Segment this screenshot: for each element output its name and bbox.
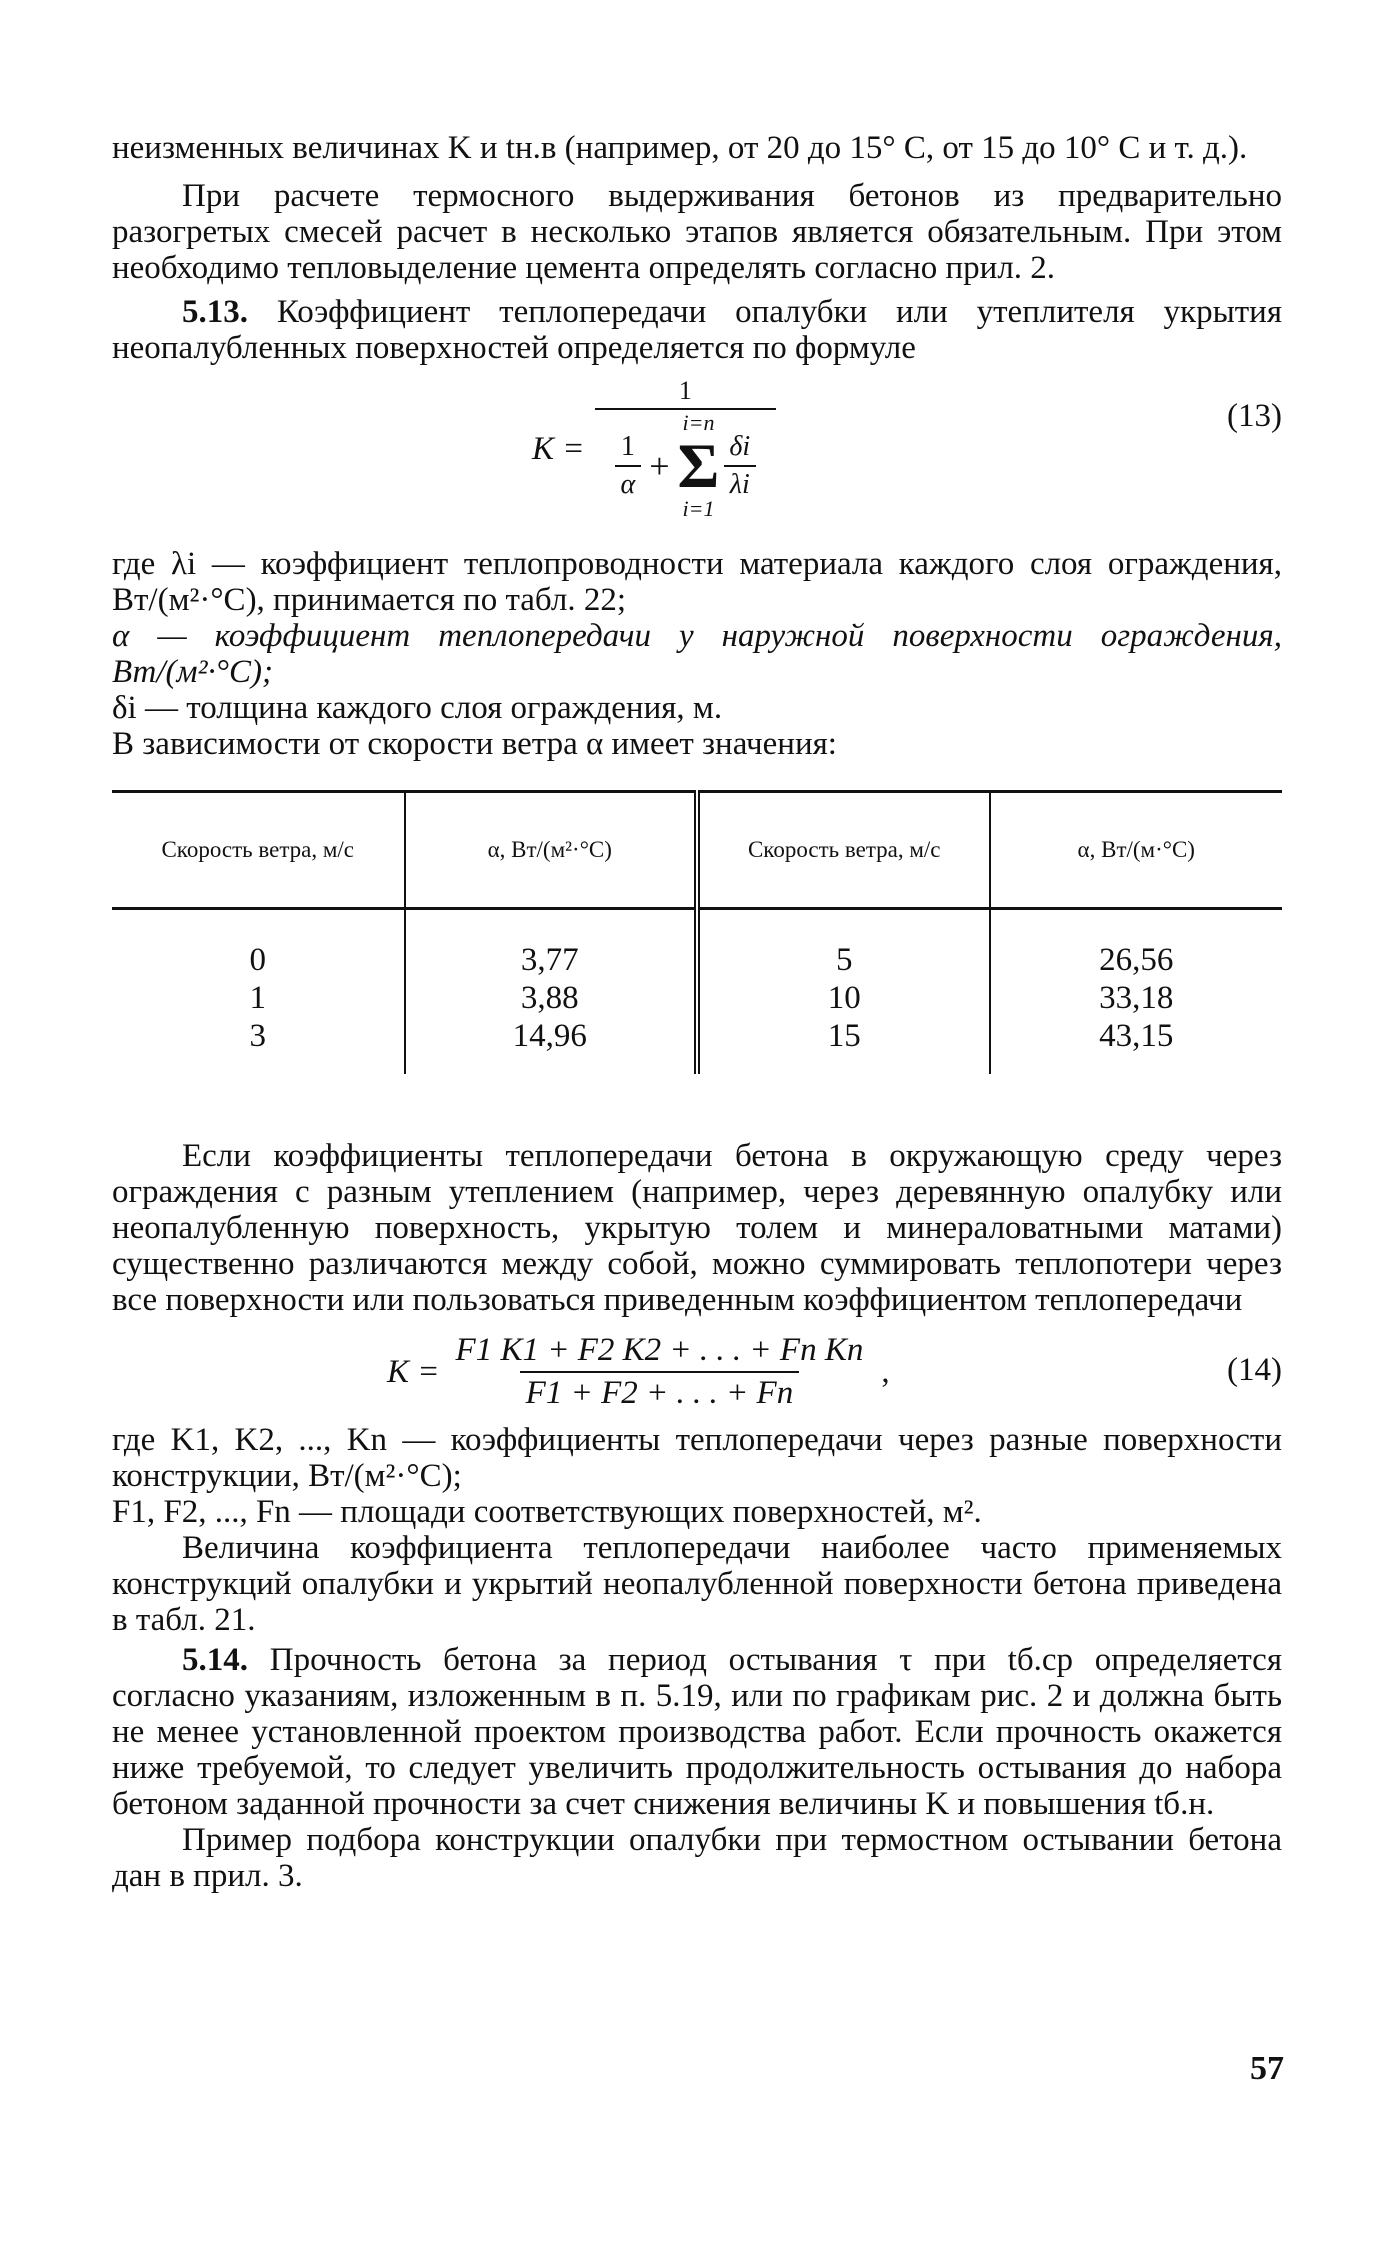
table-cell: 43,15	[1099, 1018, 1174, 1054]
definition-delta: δi — толщина каждого слоя ограждения, м.	[112, 690, 723, 726]
table-cell: 3	[112, 1017, 405, 1074]
term2-numerator: δi	[729, 431, 751, 462]
table-cell: 3,77	[405, 909, 698, 980]
paragraph-value: Величина коэффициента теплопередачи наиболее часто применяемых конструкций опалубки и укрытий неопалубленной поверхности бетона приведена в табл. 21.	[112, 1530, 1282, 1638]
equation-number: (14)	[1227, 1352, 1282, 1388]
table-cell: 33,18	[1099, 980, 1174, 1016]
alpha-intro: В зависимости от скорости ветра α имеет значения:	[112, 726, 837, 762]
formula-denominator: F1 + F2 + . . . + Fn	[520, 1371, 800, 1412]
formula-14	[112, 1332, 1282, 1422]
paragraph-coefficients: Если коэффициенты теплопередачи бетона в окружающую среду через ограждения с разным утеплением (например, через деревянную опалубку или неопалубленную поверхность, укрытую толем и минераловатными матами) существенно различаются между собой, можно суммировать теплопотери через все поверхности или пользоваться приведенным коэффициентом теплопередачи	[112, 1138, 1282, 1318]
section-text: Коэффициент теплопередачи опалубки или утеплителя укрытия неопалубленных поверхностей определяется по формуле	[112, 294, 1283, 366]
wind-speed-table	[112, 790, 1282, 1074]
paragraph-example: Пример подбора конструкции опалубки при термостном остывании бетона дан в прил. 3.	[112, 1822, 1282, 1894]
definition-lambda: где λi — коэффициент теплопроводности материала каждого слоя ограждения, Вт/(м²·°С), принимается по табл. 22;	[112, 546, 1282, 618]
section-5-14	[112, 1642, 1282, 1822]
table-cell: 15	[697, 1017, 990, 1074]
table-cell: 3,88	[405, 979, 698, 1017]
header-alpha-2: α, Вт/(м·°С)	[990, 792, 1283, 909]
table-cell: 5	[697, 909, 990, 980]
paragraph-thermos-calculation: При расчете термосного выдерживания бетонов из предварительно разогретых смесей расчет в несколько этапов является обязательным. При этом необходимо тепловыделение цемента определять согласно прил. 2.	[112, 178, 1282, 286]
table-row	[112, 909, 1282, 980]
formula-numerator: 1	[678, 376, 692, 405]
section-number: 5.14.	[182, 1642, 248, 1678]
term2-denominator: λi	[724, 465, 756, 501]
plus-sign: +	[649, 446, 670, 486]
table-cell: 14,96	[405, 1017, 698, 1074]
table-cell: 10	[697, 979, 990, 1017]
formula-numerator: F1 K1 + F2 K2 + . . . + Fn Kn	[455, 1332, 864, 1368]
header-wind-speed-1: Скорость ветра, м/с	[112, 792, 405, 909]
equation-number: (13)	[1227, 398, 1282, 434]
table-row	[112, 1017, 1282, 1074]
definition-F: F1, F2, ..., Fn — площади соответствующих поверхностей, м².	[112, 1494, 982, 1530]
page-number: 57	[1250, 2050, 1284, 2087]
sum-lower-limit: i=1	[682, 496, 715, 521]
section-text: Прочность бетона за период остывания τ при tб.ср определяется согласно указаниям, изложенным в п. 5.19, или по графикам рис. 2 и должна быть не менее установленной проектом производства работ. Если прочность окажется ниже требуемой, то следует увеличить продолжительность остывания до набора бетоном заданной прочности за счет снижения величины K и повышения tб.н.	[112, 1642, 1283, 1822]
term1-numerator: 1	[620, 431, 635, 462]
formula-lhs: K =	[387, 1353, 440, 1390]
document-page	[112, 130, 1282, 1894]
definition-K: где K1, K2, ..., Kn — коэффициенты теплопередачи через разные поверхности конструкции, Вт/(м²·°С);	[112, 1422, 1282, 1494]
paragraph-continuation: неизменных величинах K и tн.в (например, от 20 до 15° С, от 15 до 10° С и т. д.).	[112, 130, 1248, 166]
table-cell: 1	[112, 979, 405, 1017]
definition-alpha: α — коэффициент теплопередачи у наружной поверхности ограждения, Вт/(м²·°С);	[112, 618, 1282, 690]
table-cell: 26,56	[1099, 942, 1174, 978]
term1-denominator: α	[615, 465, 642, 501]
header-wind-speed-2: Скорость ветра, м/с	[697, 792, 990, 909]
section-5-13	[112, 294, 1282, 366]
formula-13	[112, 376, 1282, 546]
sum-upper-limit: i=n	[682, 410, 715, 435]
header-alpha-1: α, Вт/(м²·°С)	[405, 792, 698, 909]
table-cell: 0	[112, 909, 405, 980]
sigma-symbol: Σ	[677, 430, 720, 501]
table-row	[112, 979, 1282, 1017]
formula-comma: ,	[881, 1353, 890, 1390]
formula-lhs: K =	[532, 430, 585, 467]
section-number: 5.13.	[182, 294, 248, 330]
